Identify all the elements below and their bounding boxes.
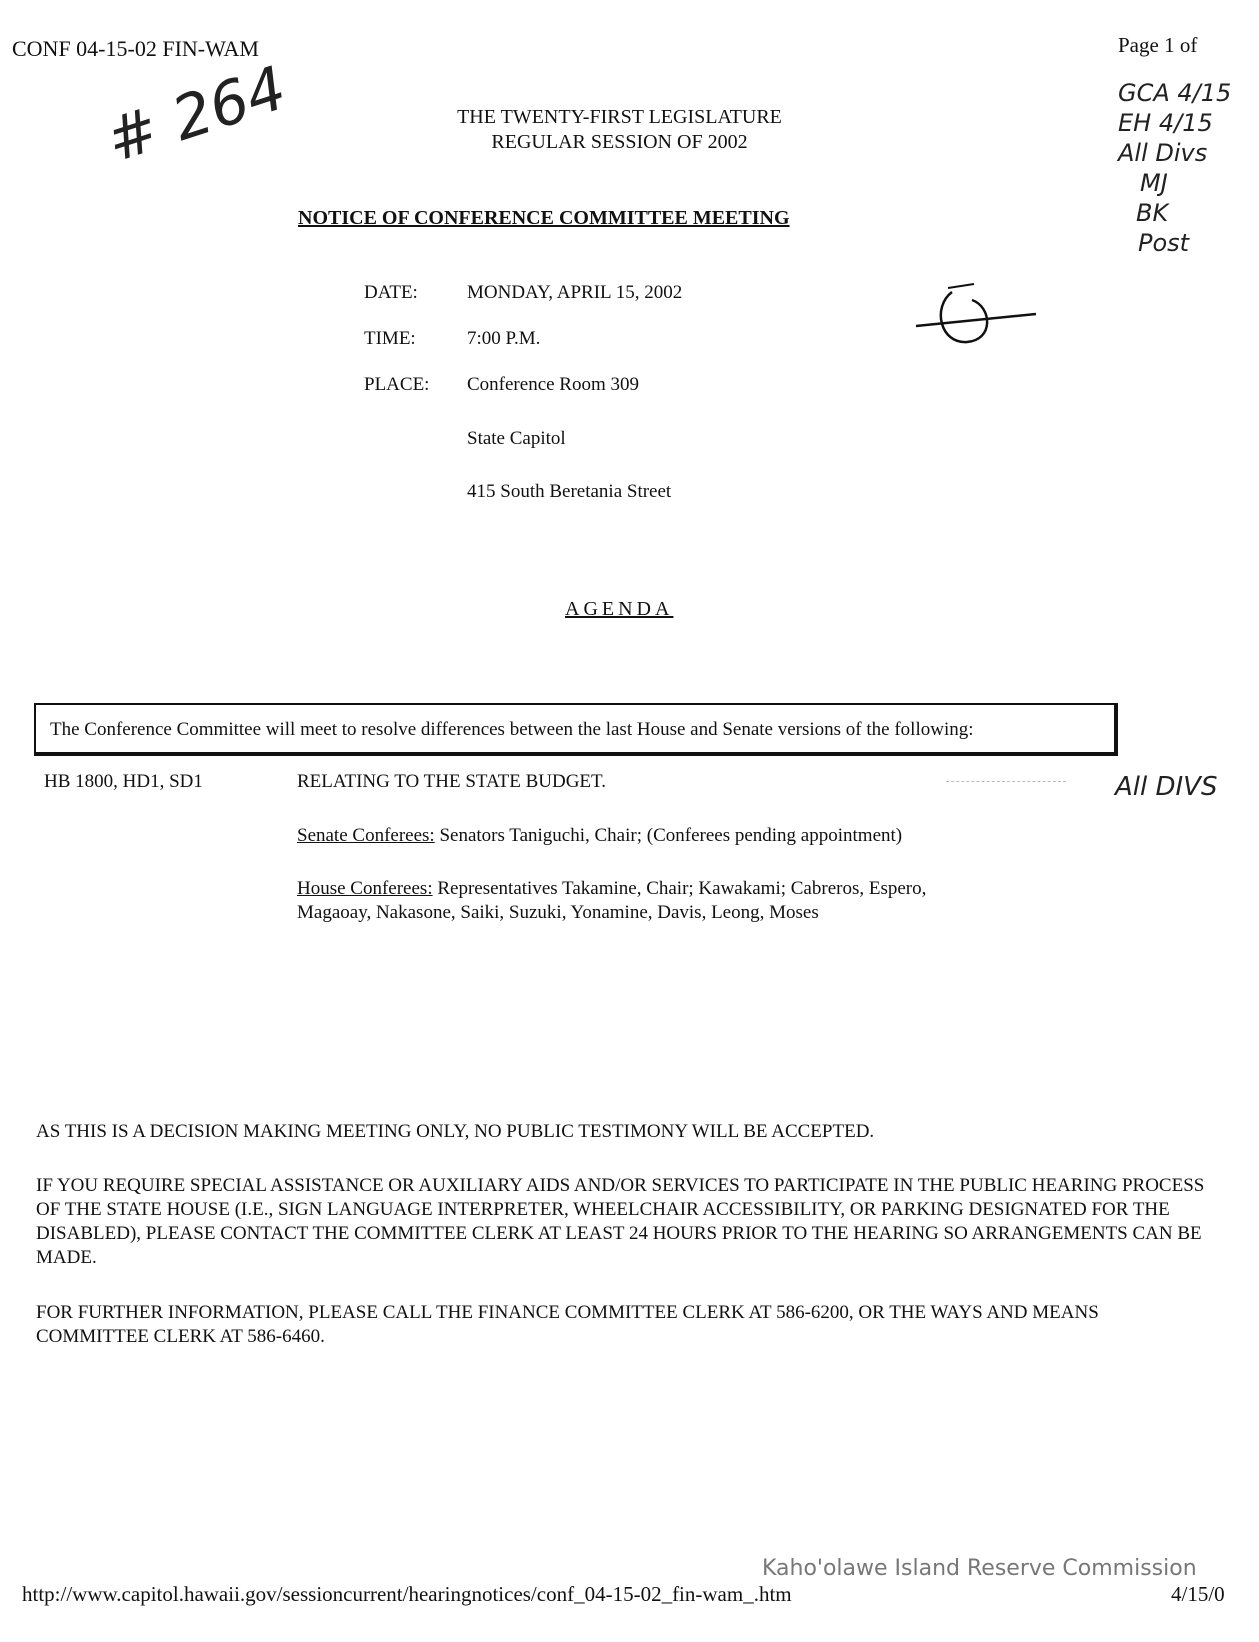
senate-conferees-text: Senators Taniguchi, Chair; (Conferees pending appointment) [434,825,903,846]
handwritten-margin-notes [1118,78,1231,258]
footer-date: 4/15/0 [1171,1582,1225,1606]
document-id: CONF 04-15-02 FIN-WAM [12,36,259,61]
handwritten-number: # 264 [98,53,295,177]
margin-note-4: MJ [1140,169,1168,197]
date-value: MONDAY, APRIL 15, 2002 [467,282,683,303]
no-testimony-notice: AS THIS IS A DECISION MAKING MEETING ONLY, NO PUBLIC TESTIMONY WILL BE ACCEPTED. [36,1121,875,1142]
place-room: Conference Room 309 [467,374,640,395]
senate-conferees-label: Senate Conferees: [297,825,435,846]
bill-title: RELATING TO THE STATE BUDGET. [297,771,606,792]
margin-note-5: BK [1136,199,1169,227]
house-conferees-text-1: Representatives Takamine, Chair; Kawakami; Cabreros, Espero, [432,878,927,899]
margin-note-6: Post [1138,229,1190,257]
bill-id: HB 1800, HD1, SD1 [44,771,203,792]
agenda-heading: AGENDA [565,598,674,620]
place-address: 415 South Beretania Street [467,481,672,502]
time-label: TIME: [364,328,416,349]
margin-note-3: All Divs [1118,139,1208,167]
agenda-summary-text: The Conference Committee will meet to resolve differences between the last House and Senate versions of the following: [50,719,974,740]
margin-note-1: GCA 4/15 [1118,79,1232,107]
page-label: Page 1 of [1118,33,1198,57]
handwritten-scribble-mark [912,282,1042,362]
date-label: DATE: [364,282,418,303]
further-information-notice: FOR FURTHER INFORMATION, PLEASE CALL THE FINANCE COMMITTEE CLERK AT 586-6200, OR THE WAYS AND MEANS COMMITTEE CLERK AT 586-6460. [36,1302,1099,1347]
faint-line [946,781,1066,782]
house-conferees-text-2: Magaoay, Nakasone, Saiki, Suzuki, Yonamine, Davis, Leong, Moses [297,902,819,923]
senate-conferees [297,824,902,848]
session-title: REGULAR SESSION OF 2002 [491,131,748,153]
place-label: PLACE: [364,374,430,395]
archive-watermark: Kaho'olawe Island Reserve Commission [762,1556,1197,1581]
handwritten-bill-note: All DIVS [1115,772,1218,802]
house-conferees [297,877,926,925]
place-building: State Capitol [467,428,566,449]
house-conferees-label: House Conferees: [297,878,433,899]
special-assistance-notice: IF YOU REQUIRE SPECIAL ASSISTANCE OR AUXILIARY AIDS AND/OR SERVICES TO PARTICIPATE IN THE PUBLIC HEARING PROCESS OF THE STATE HOUSE (I.E., SIGN LANGUAGE INTERPRETER, WHEELCHAIR ACCESSIBILITY, OR PARKING DESIGNATED FOR THE DISABLED), PLEASE CONTACT THE COMMITTEE CLERK AT LEAST 24 HOURS PRIOR TO THE HEARING SO ARRANGEMENTS CAN BE MADE. [36,1175,1205,1268]
margin-note-2: EH 4/15 [1118,109,1213,137]
time-value: 7:00 P.M. [467,328,541,349]
notice-heading: NOTICE OF CONFERENCE COMMITTEE MEETING [298,207,790,229]
agenda-summary-box [34,703,1118,756]
source-url: http://www.capitol.hawaii.gov/sessioncurrent/hearingnotices/conf_04-15-02_fin-wam_.htm [22,1582,792,1606]
legislature-title: THE TWENTY-FIRST LEGISLATURE [457,106,782,128]
